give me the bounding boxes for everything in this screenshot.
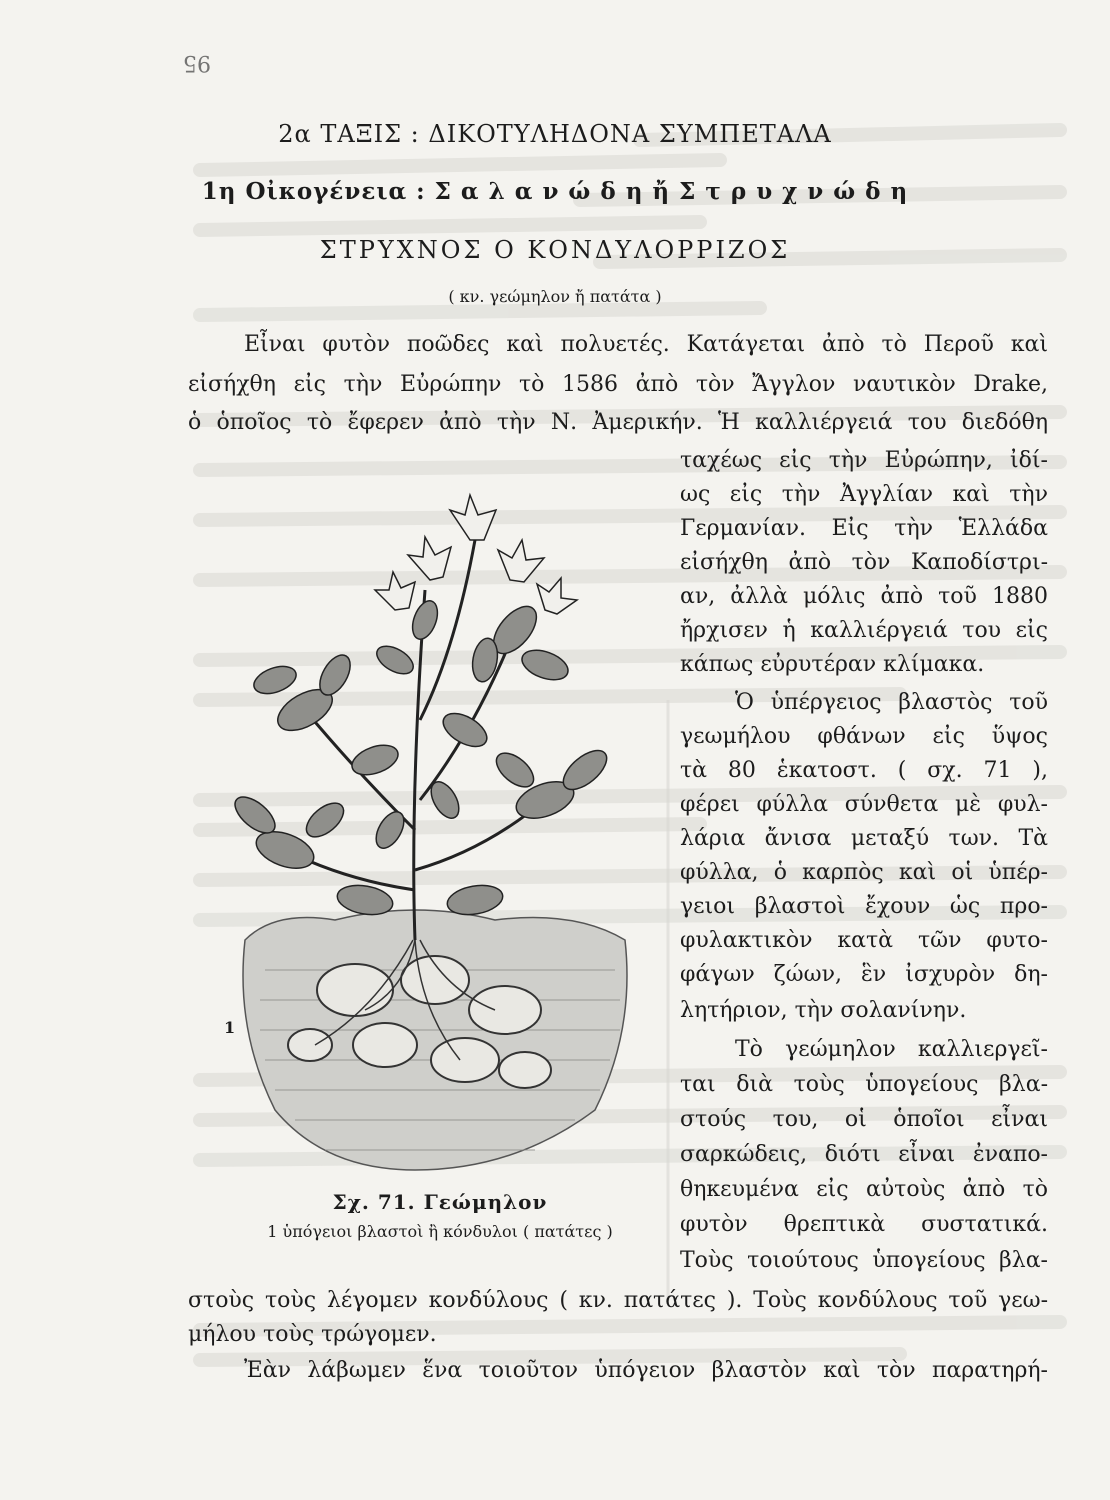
side-line: Ὁ ὑπέργειος βλαστὸς τοῦ bbox=[735, 690, 1048, 715]
species-heading: ΣΤΡΥΧΝΟΣ Ο ΚΟΝΔΥΛΟΡΡΙΖΟΣ bbox=[319, 236, 791, 264]
side-line: φυτὸν θρεπτικὰ συστατικά. bbox=[680, 1212, 1048, 1237]
body-line: εἰσήχθη εἰς τὴν Εὐρώπην τὸ 1586 ἀπὸ τὸν Ἄγγλον ναυτικὸν Drake, bbox=[188, 372, 1048, 397]
body-line: μήλου τοὺς τρώγομεν. bbox=[188, 1322, 437, 1347]
figure-marker: 1 bbox=[224, 1018, 236, 1037]
side-line: κάπως εὐρυτέραν κλίμακα. bbox=[680, 652, 985, 677]
body-line: στοὺς τοὺς λέγομεν κονδύλους ( κν. πατάτες ). Τοὺς κονδύλους τοῦ γεω- bbox=[188, 1288, 1048, 1313]
side-line: φάγων ζώων, ἓν ἰσχυρὸν δη- bbox=[680, 962, 1048, 987]
figure-caption-title: Σχ. 71. Γεώμηλον bbox=[332, 1190, 548, 1214]
side-line: Τοὺς τοιούτους ὑπογείους βλα- bbox=[680, 1248, 1048, 1273]
figure-caption-subtitle: 1 ὑπόγειοι βλαστοὶ ἢ κόνδυλοι ( πατάτες ) bbox=[267, 1222, 613, 1241]
body-line: Εἶναι φυτὸν ποῶδες καὶ πολυετές. Κατάγεται ἀπὸ τὸ Περοῦ καὶ bbox=[244, 332, 1048, 357]
side-line: γειοι βλαστοὶ ἔχουν ὡς προ- bbox=[680, 894, 1048, 919]
side-line: Γερμανίαν. Εἰς τὴν Ἑλλάδα bbox=[680, 516, 1048, 541]
side-line: λητήριον, τὴν σολανίνην. bbox=[680, 998, 967, 1023]
side-line: τὰ 80 ἑκατοστ. ( σχ. 71 ), bbox=[680, 758, 1048, 783]
page-number: 95 bbox=[183, 50, 211, 75]
side-line: φέρει φύλλα σύνθετα μὲ φυλ- bbox=[680, 792, 1048, 817]
side-line: ταχέως εἰς τὴν Εὐρώπην, ἰδί- bbox=[680, 448, 1048, 473]
body-line: Ἐὰν λάβωμεν ἕνα τοιοῦτον ὑπόγειον βλαστὸν καὶ τὸν παρατηρή- bbox=[244, 1358, 1048, 1383]
section-heading: 2α ΤΑΞΙΣ : ΔΙΚΟΤΥΛΗΔΟΝΑ ΣΥΜΠΕΤΑΛΑ bbox=[278, 120, 832, 148]
side-line: ἤρχισεν ἡ καλλιέργειά του εἰς bbox=[680, 618, 1048, 643]
potato-plant-illustration bbox=[215, 470, 665, 1180]
body-line: ὁ ὁποῖος τὸ ἔφερεν ἀπὸ τὴν Ν. Ἀμερικήν. Ἡ καλλιέργειά του διεδόθη bbox=[188, 410, 1048, 435]
side-line: εἰσήχθη ἀπὸ τὸν Καποδίστρι- bbox=[680, 550, 1048, 575]
side-line: ται διὰ τοὺς ὑπογείους βλα- bbox=[680, 1072, 1048, 1097]
family-heading: 1η Οἰκογένεια : Σ α λ α ν ώ δ η ἤ Σ τ ρ υ χ ν ώ δ η bbox=[201, 178, 909, 205]
side-line: λάρια ἄνισα μεταξύ των. Τὰ bbox=[680, 826, 1048, 851]
side-line: σαρκώδεις, διότι εἶναι ἐναπο- bbox=[680, 1142, 1048, 1167]
common-name: ( κν. γεώμηλον ἤ πατάτα ) bbox=[448, 287, 662, 306]
side-line: φύλλα, ὁ καρπὸς καὶ οἱ ὑπέρ- bbox=[680, 860, 1048, 885]
side-line: θηκευμένα εἰς αὐτοὺς ἀπὸ τὸ bbox=[680, 1177, 1048, 1202]
side-line: ως εἰς τὴν Ἀγγλίαν καὶ τὴν bbox=[680, 482, 1048, 507]
side-line: αν, ἀλλὰ μόλις ἀπὸ τοῦ 1880 bbox=[680, 584, 1048, 609]
side-line: γεωμήλου φθάνων εἰς ὕψος bbox=[680, 724, 1048, 749]
side-line: στούς του, οἱ ὁποῖοι εἶναι bbox=[680, 1107, 1048, 1132]
side-line: φυλακτικὸν κατὰ τῶν φυτο- bbox=[680, 928, 1048, 953]
side-line: Τὸ γεώμηλον καλλιεργεῖ- bbox=[735, 1037, 1048, 1062]
